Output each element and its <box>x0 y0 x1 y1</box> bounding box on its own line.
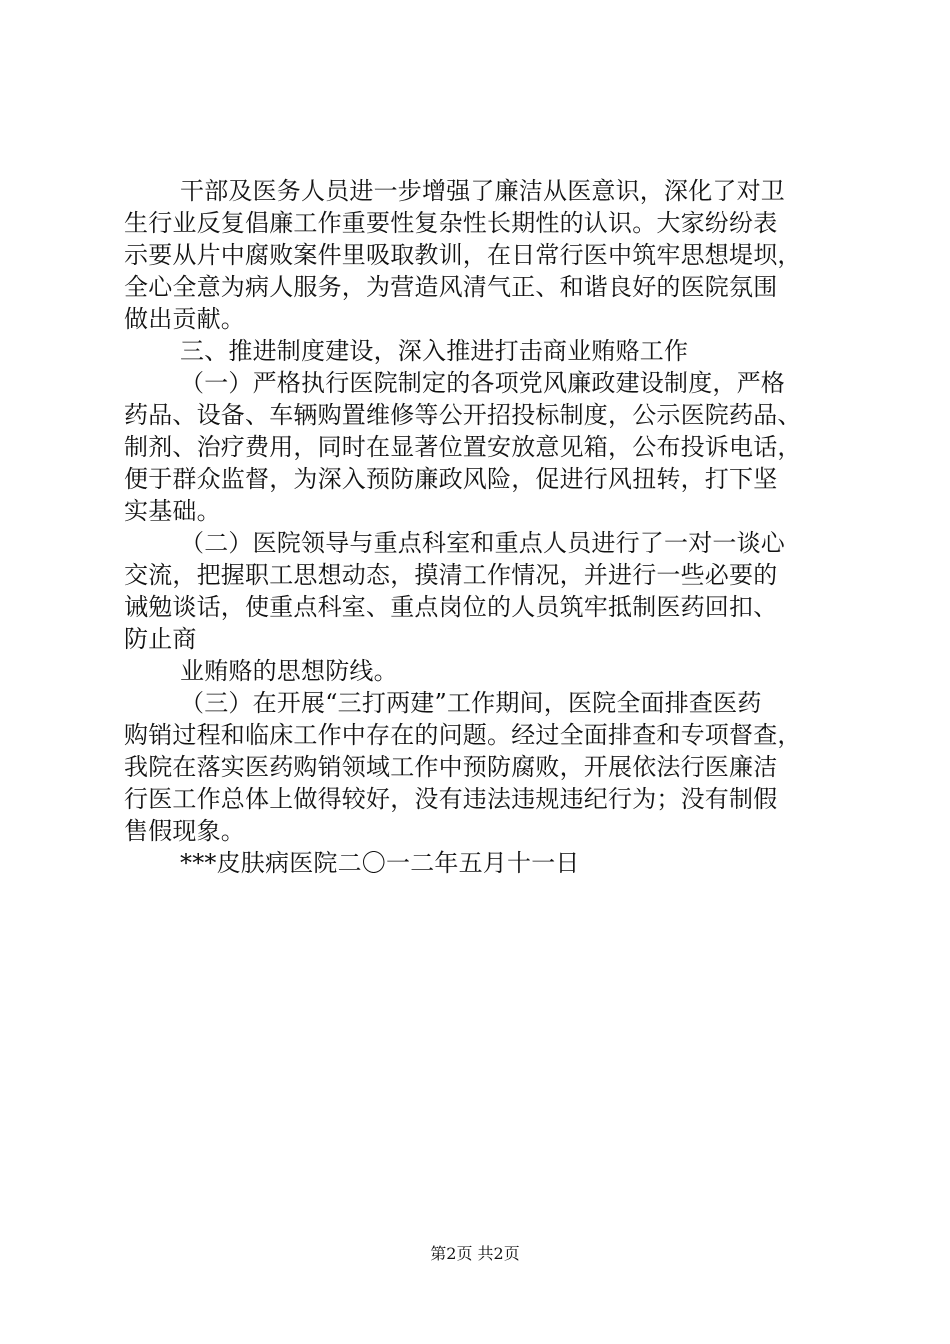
item-three-line-2: 购销过程和临床工作中存在的问题。经过全面排查和专项督查， <box>124 721 802 749</box>
paragraph-line-3: 示要从片中腐败案件里吸取教训，在日常行医中筑牢思想堤坝， <box>124 241 802 269</box>
item-three-line-3: 我院在落实医药购销领域工作中预防腐败，开展依法行医廉洁 <box>124 753 778 781</box>
paragraph-line-4: 全心全意为病人服务，为营造风清气正、和谐良好的医院氛围 <box>124 273 778 301</box>
item-two-line-3: 诫勉谈话，使重点科室、重点岗位的人员筑牢抵制医药回扣、 <box>124 593 778 621</box>
page-number-footer: 第2页 共2页 <box>430 1244 520 1263</box>
item-one-line-4: 便于群众监督，为深入预防廉政风险，促进行风扭转，打下坚 <box>124 465 778 493</box>
item-three-line-4: 行医工作总体上做得较好，没有违法违规违纪行为；没有制假 <box>124 785 778 813</box>
item-one-line-3: 制剂、治疗费用，同时在显著位置安放意见箱，公布投诉电话， <box>124 433 802 461</box>
item-two-line-4: 防止商 <box>124 625 197 653</box>
item-one-line-2: 药品、设备、车辆购置维修等公开招投标制度，公示医院药品、 <box>124 401 802 429</box>
paragraph-line-5: 做出贡献。 <box>124 305 245 333</box>
paragraph-line-2: 生行业反复倡廉工作重要性复杂性长期性的认识。大家纷纷表 <box>124 209 778 237</box>
section-heading: 三、推进制度建设，深入推进打击商业贿赂工作 <box>180 337 689 365</box>
item-one-line-5: 实基础。 <box>124 497 221 525</box>
item-two-line-5: 业贿赂的思想防线。 <box>180 657 398 685</box>
item-two-line-2: 交流，把握职工思想动态，摸清工作情况，并进行一些必要的 <box>124 561 778 589</box>
item-two-line-1: （二）医院领导与重点科室和重点人员进行了一对一谈心 <box>180 529 785 557</box>
item-one-line-1: （一）严格执行医院制定的各项党风廉政建设制度，严格 <box>180 369 785 397</box>
paragraph-line-1: 干部及医务人员进一步增强了廉洁从医意识，深化了对卫 <box>180 177 785 205</box>
item-three-line-1: （三）在开展“三打两建”工作期间，医院全面排查医药 <box>180 689 762 717</box>
item-three-line-5: 售假现象。 <box>124 817 245 845</box>
signature-date-line: ***皮肤病医院二〇一二年五月十一日 <box>180 849 580 877</box>
